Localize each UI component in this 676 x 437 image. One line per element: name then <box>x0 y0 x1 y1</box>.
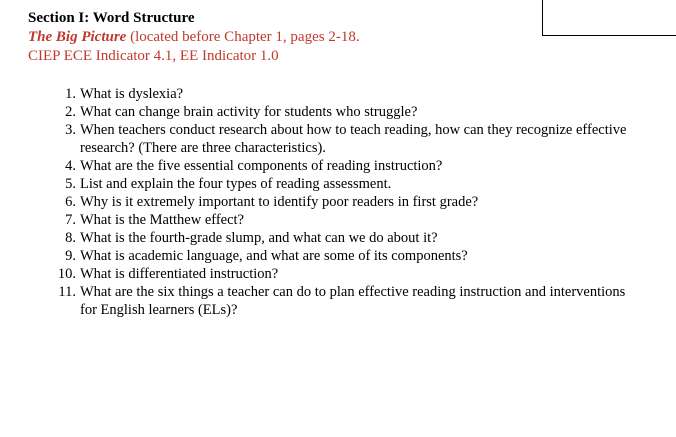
question-item <box>28 247 638 265</box>
question-item <box>28 193 638 211</box>
question-list <box>28 85 638 319</box>
section-title: Section I: Word Structure <box>28 10 195 26</box>
question-item <box>28 157 638 175</box>
question-number: 4. <box>65 158 76 174</box>
question-text: What can change brain activity for students who struggle? <box>80 104 418 120</box>
question-item <box>28 265 638 283</box>
question-text: What is differentiated instruction? <box>80 266 279 282</box>
question-number: 5. <box>65 176 76 192</box>
indicator-line: CIEP ECE Indicator 4.1, EE Indicator 1.0 <box>28 48 279 64</box>
corner-box <box>542 0 676 36</box>
question-number: 6. <box>65 194 76 210</box>
question-text: What is dyslexia? <box>80 86 184 102</box>
big-picture-line <box>28 28 360 47</box>
question-item <box>28 175 638 193</box>
question-text: When teachers conduct research about how to teach reading, how can they recognize effective research? (There are three characteristics). <box>80 122 627 156</box>
question-number: 1. <box>65 86 76 102</box>
question-text: What are the five essential components of reading instruction? <box>80 158 443 174</box>
question-item <box>28 121 638 157</box>
question-item <box>28 85 638 103</box>
question-number: 3. <box>65 122 76 138</box>
question-text: What are the six things a teacher can do to plan effective reading instruction and interventions for English learners (ELs)? <box>80 284 626 318</box>
question-text: List and explain the four types of reading assessment. <box>80 176 392 192</box>
question-number: 11. <box>58 284 76 300</box>
question-item <box>28 283 638 319</box>
question-number: 7. <box>65 212 76 228</box>
big-picture-title: The Big Picture <box>28 29 127 45</box>
section-header <box>28 9 360 66</box>
question-item <box>28 229 638 247</box>
question-text: Why is it extremely important to identify poor readers in first grade? <box>80 194 479 210</box>
big-picture-location: (located before Chapter 1, pages 2-18. <box>126 29 360 45</box>
question-item <box>28 211 638 229</box>
question-item <box>28 103 638 121</box>
question-number: 8. <box>65 230 76 246</box>
question-text: What is the fourth-grade slump, and what can we do about it? <box>80 230 438 246</box>
question-text: What is academic language, and what are some of its components? <box>80 248 468 264</box>
question-number: 9. <box>65 248 76 264</box>
question-number: 10. <box>57 266 76 282</box>
question-text: What is the Matthew effect? <box>80 212 244 228</box>
question-number: 2. <box>65 104 76 120</box>
